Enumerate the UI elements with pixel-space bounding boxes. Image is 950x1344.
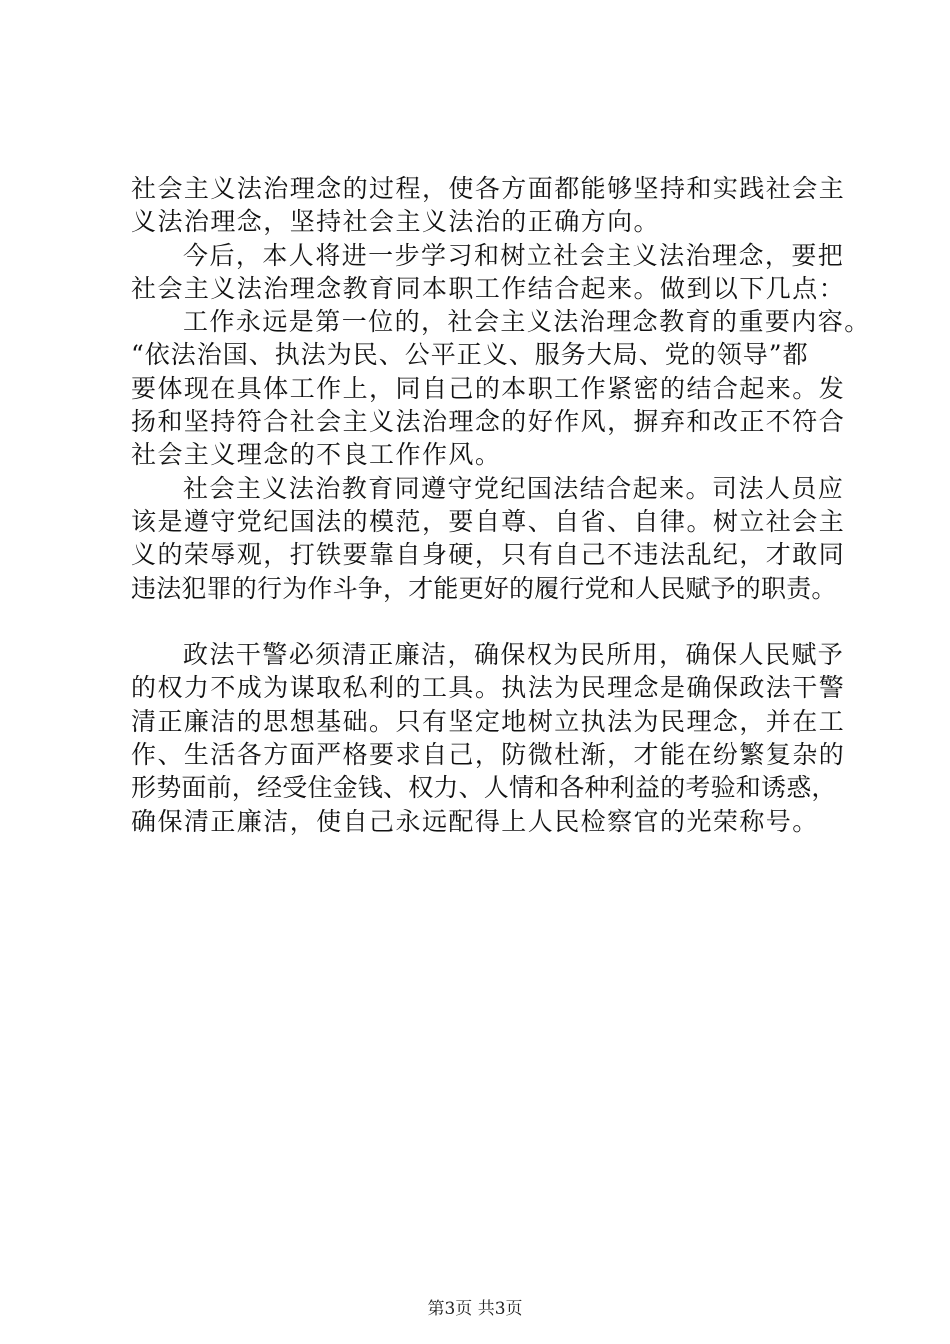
text-line: 社会主义理念的不良工作作风。 bbox=[131, 440, 502, 470]
paragraph-first-line: 社会主义法治教育同遵守党纪国法结合起来。司法人员应 bbox=[183, 473, 845, 503]
text-line: 社会主义法治理念教育同本职工作结合起来。做到以下几点： bbox=[131, 273, 846, 303]
paragraph-gap bbox=[131, 605, 851, 638]
text-line: 该是遵守党纪国法的模范，要自尊、自省、自律。树立社会主 bbox=[131, 506, 846, 536]
text-line: 的权力不成为谋取私利的工具。执法为民理念是确保政法干警 bbox=[131, 673, 846, 703]
text-line: 清正廉洁的思想基础。只有坚定地树立执法为民理念，并在工 bbox=[131, 706, 846, 736]
paragraph-first-line: 今后，本人将进一步学习和树立社会主义法治理念，要把 bbox=[183, 240, 845, 270]
text-line: 社会主义法治理念的过程，使各方面都能够坚持和实践社会主 bbox=[131, 174, 846, 203]
paragraph-first-line: 工作永远是第一位的，社会主义法治理念教育的重要内容。 bbox=[183, 307, 871, 337]
text-line: 义的荣辱观，打铁要靠自身硬，只有自己不违法乱纪，才敢同 bbox=[131, 540, 846, 570]
text-line: “依法治国、执法为民、公平正义、服务大局、党的领导”都 bbox=[131, 340, 809, 370]
paragraph-first-line: 政法干警必须清正廉洁，确保权为民所用，确保人民赋予 bbox=[183, 640, 845, 670]
document-body bbox=[131, 172, 871, 838]
text-line: 要体现在具体工作上，同自己的本职工作紧密的结合起来。发 bbox=[131, 373, 846, 403]
text-line: 义法治理念，坚持社会主义法治的正确方向。 bbox=[131, 207, 661, 237]
text-line: 形势面前，经受住金钱、权力、人情和各种利益的考验和诱惑， bbox=[131, 773, 837, 803]
text-line: 确保清正廉洁，使自己永远配得上人民检察官的光荣称号。 bbox=[131, 806, 819, 836]
page-footer: 第3页 共3页 bbox=[427, 1299, 523, 1319]
text-line: 作、生活各方面严格要求自己，防微杜渐，才能在纷繁复杂的 bbox=[131, 740, 846, 770]
text-line: 违法犯罪的行为作斗争，才能更好的履行党和人民赋予的职责。 bbox=[131, 573, 837, 603]
text-line: 扬和坚持符合社会主义法治理念的好作风，摒弃和改正不符合 bbox=[131, 407, 846, 437]
